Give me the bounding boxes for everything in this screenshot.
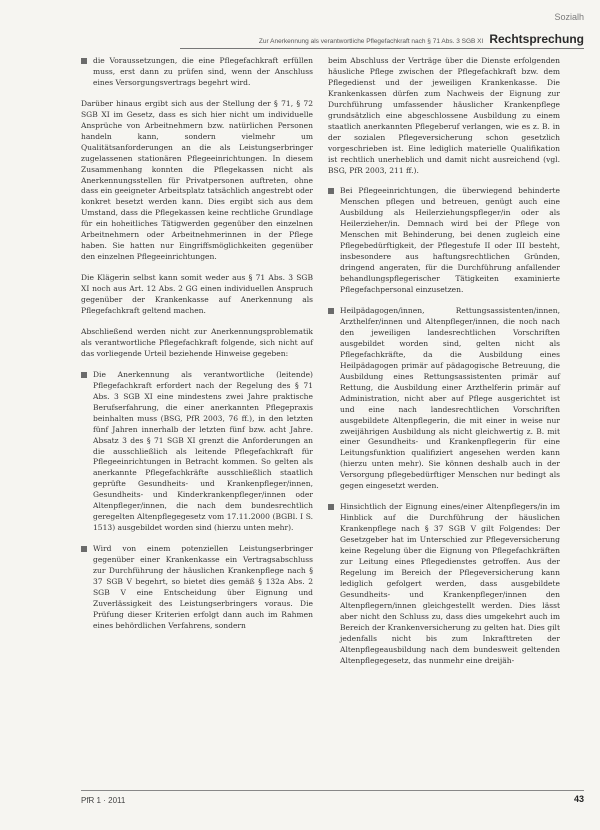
bullet-item <box>328 502 560 666</box>
paragraph: Die Klägerin selbst kann somit weder aus § 71 Abs. 3 SGB XI noch aus Art. 12 Abs. 2 GG einen individuellen Anspruch gegenüber der Krankenkasse auf Anerkennung als Pflegefachkraft geltend machen. <box>81 273 313 316</box>
square-bullet-icon <box>81 372 87 378</box>
left-column <box>81 56 313 642</box>
square-bullet-icon <box>328 188 334 194</box>
bullet-text: Heilpädagogen/innen, Rettungsassistenten/innen, Arzthelfer/innen und Altenpfleger/innen, die noch nach den jeweiligen landesrechtlichen Vorschriften ausgebildet worden sind, gelten nicht als Pflegefachkräfte, da die Ausbildung eines Heilpädagogen primär auf pädagogische Betreuung, die Ausbildung eines Rettungsassistenten primär auf Rettung, die Ausbildung einer Arzthelferin primär auf Administration, nicht aber auf Pflege ausgerichtet ist und eine nach landesrechtlichen Vorschriften ausgebildete Altenpflegerin, die mit einer in weise nur zweijährigen Ausbildung als nicht gleichwertig z. B. mit einer Gesundheits- und Krankenpflegerin für eine Leitungsfunktion qualifiziert angesehen werden kann (hierzu unten mehr). Sie können deshalb auch in der Versorgung pflegebedürftiger Menschen nur bedingt als gegen eingesetzt werden. <box>340 306 560 491</box>
square-bullet-icon <box>328 308 334 314</box>
bullet-item <box>81 56 313 89</box>
section-label: Sozialh <box>554 12 584 22</box>
page-number: 43 <box>573 794 584 804</box>
running-header <box>180 32 584 49</box>
bullet-text: Bei Pflegeeinrichtungen, die überwiegend behinderte Menschen pflegen und betreuen, genügt auch eine Ausbildung als Heilerziehungspfleger/in oder als Heilerzieher/in. Demnach wird bei der Pflege von Menschen mit Behinderung, bei denen zugleich eine Pflegebedürftigkeit, der Pflegestufe II oder III besteht, insbesondere aus haftungsrechtlichen Gründen, dringend angeraten, für die Durchführung anfallender behandlungspflegerischer Tätigkeiten examinierte Pflegefachpersonal einzusetzen. <box>340 186 560 295</box>
square-bullet-icon <box>328 504 334 510</box>
square-bullet-icon <box>81 58 87 64</box>
bullet-text: Die Anerkennung als verantwortliche (leitende) Pflegefachkraft erfordert nach der Regelung des § 71 Abs. 3 SGB XI eine mindestens zwei Jahre praktische Berufserfahrung, die einer anerkannten Pflegepraxis beinhalten muss (BSG, PfR 2003, 76 ff.), in den letzten fünf Jahren innerhalb der letzten fünf bzw. acht Jahre. Absatz 3 des § 71 SGB XI grenzt die Anforderungen an die ausschließlich als leitende Pflegefachkraft für Pflegeeinrichtungen in Betracht kommen. So gelten als anerkannte Pflegefachkräfte ausschließlich staatlich geprüfte Gesundheits- und Krankenpfleger/innen, Gesundheits- und Kinderkrankenpfleger/innen oder Altenpfleger/innen, die nach dem bundesrechtlich geregelten Altenpflegegesetz vom 17.11.2000 (BGBl. I S. 1513) ausgebildet worden sind (hierzu unten mehr). <box>93 369 313 533</box>
bullet-text: Hinsichtlich der Eignung eines/einer Altenpflegers/in im Hinblick auf die Durchführung der häuslichen Krankenpflege nach § 37 SGB V gilt Folgendes: Der Gesetzgeber hat im Unterschied zur Pflegeversicherung keine Regelung über die Eignung von Pflegefachkräften zur Leitung eines Pflegedienstes getroffen. Aus der Regelung im Bereich der Pflegeversicherung kann lediglich gefolgert werden, dass ausgebildete Gesundheits- und Krankenpfleger/innen den Altenpflegern/innen gleichgestellt werden. Dies lässt aber nicht den Schluss zu, dass dies umgekehrt auch im Bereich der Krankenversicherung zu gelten hat. Dies gilt jedenfalls nicht bis zum Inkrafttreten der Altenpflegeausbildung nach dem bundesweit geltenden Altenpflegegesetz, das nunmehr eine dreijäh- <box>340 502 560 665</box>
square-bullet-icon <box>81 546 87 552</box>
footer-journal: PfR 1 · 2011 <box>81 796 126 805</box>
bullet-item <box>328 186 560 296</box>
header-subtitle: Zur Anerkennung als verantwortliche Pflegefachkraft nach § 71 Abs. 3 SGB XI <box>258 38 484 45</box>
bullet-text: Wird von einem potenziellen Leistungserbringer gegenüber einer Krankenkasse ein Vertragsabschluss zur Durchführung der häuslichen Krankenpflege nach § 37 SGB V begehrt, so bietet dies gemäß § 132a Abs. 2 SGB V eine Entscheidung über Eignung und Zuverlässigkeit des Leistungserbringers voraus. Die Prüfung dieser Kriterien erfolgt dann auch im Rahmen eines behördlichen Verfahrens, sondern <box>93 544 313 630</box>
right-column <box>328 56 560 677</box>
bullet-item <box>81 544 313 632</box>
paragraph: Abschließend werden nicht zur Anerkennungsproblematik als verantwortliche Pflegefachkraft folgende, sich nicht auf das vorliegende Urteil beziehende Hinweise gegeben: <box>81 326 313 358</box>
paragraph: beim Abschluss der Verträge über die Dienste erfolgenden häusliche Pflege zwischen der Pflegefachkraft bzw. dem Pflegedienst und der jeweiligen Krankenkasse. Die Krankenkassen dürfen zum Nachweis der Eignung zur Durchführung umfassender häuslicher Krankenpflege grundsätzlich eine abgeschlossene Ausbildung zu einem staatlich anerkannten Pflegeberuf verlangen, wie es z. B. in der sozialen Pflegeversicherung schon gesetzlich vorgeschrieben ist. Eine lediglich materielle Qualifikation ist rechtlich unerheblich und damit nicht ausreichend (vgl. BSG, PfR 2003, 211 ff.). <box>328 56 560 175</box>
footer-rule <box>81 790 584 791</box>
header-title: Rechtsprechung <box>489 32 584 46</box>
paragraph: Darüber hinaus ergibt sich aus der Stellung der § 71, § 72 SGB XI im Gesetz, dass es sich hier nicht um individuelle Ansprüche von Arbeitnehmern bzw. natürlichen Personen handeln kann, sondern vielmehr um Qualitätsanforderungen an die als Leistungserbringer zugelassenen stationären Pflegeeinrichtungen. In diesem Zusammenhang konnten die Pflegekassen nicht als Anerkennungsstellen für Privatpersonen auftreten, ohne dass ein geeigneter Arbeitsplatz tatsächlich angestrebt oder konkret besetzt werden kann. Dies ergibt sich aus dem Umstand, dass die Pflegekassen keine rechtliche Grundlage für ein hoheitliches Tätigwerden gegenüber den einzelnen Arbeitnehmern oder Arbeitnehmerinnen in der Pflege haben. Sie hatten nur Eingriffsmöglichkeiten gegenüber den einzelnen Pflegeeinrichtungen. <box>81 98 313 262</box>
bullet-item <box>81 370 313 534</box>
bullet-item <box>328 306 560 492</box>
bullet-text: die Voraussetzungen, die eine Pflegefachkraft erfüllen muss, erst dann zu prüfen sind, wenn der Anschluss eines Versorgungsvertrags begehrt wird. <box>93 56 313 87</box>
